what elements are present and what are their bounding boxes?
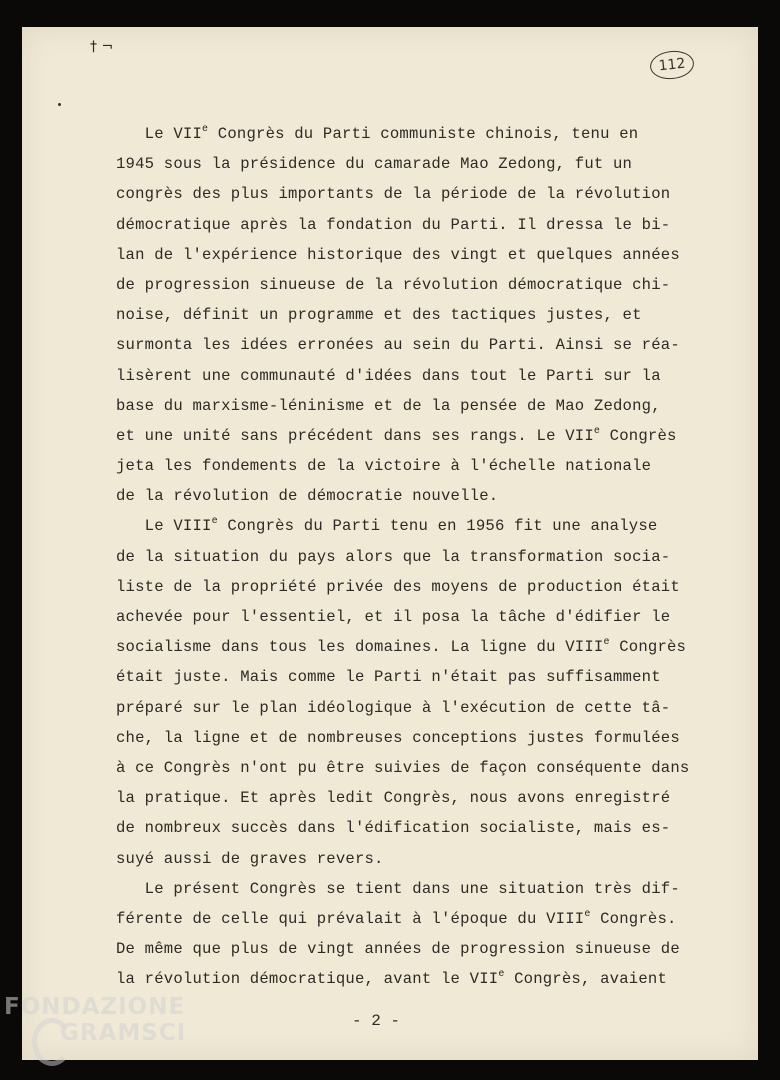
ink-dot bbox=[58, 103, 61, 106]
text-line: socialisme dans tous les domaines. La ligne du VIIIe Congrès bbox=[116, 637, 687, 657]
ordinal-superscript: e bbox=[593, 425, 601, 437]
text-line: férente de celle qui prévalait à l'époque du VIIIe Congrès. bbox=[116, 908, 677, 928]
text-line: suyé aussi de graves revers. bbox=[116, 849, 384, 868]
text-line: était juste. Mais comme le Parti n'était pas suffisamment bbox=[116, 668, 661, 687]
text-line: Le VIIe Congrès du Parti communiste chinois, tenu en bbox=[116, 124, 639, 143]
fondazione-gramsci-watermark bbox=[4, 994, 187, 1046]
corner-mark: † ¬ bbox=[90, 39, 114, 55]
text-line: jeta les fondements de la victoire à l'échelle nationale bbox=[116, 457, 652, 476]
text-line: à ce Congrès n'ont pu être suivies de façon conséquente dans bbox=[116, 758, 690, 777]
text-line: la pratique. Et après ledit Congrès, nous avons enregistré bbox=[116, 789, 671, 808]
text-line: liste de la propriété privée des moyens de production était bbox=[116, 577, 680, 596]
text-line: de la révolution de démocratie nouvelle. bbox=[116, 487, 499, 506]
ordinal-superscript: e bbox=[498, 969, 505, 981]
folio-number: 112 bbox=[657, 55, 687, 75]
text-line: che, la ligne et de nombreuses conceptions justes formulées bbox=[116, 728, 680, 747]
text-line: et une unité sans précédent dans ses rangs. Le VIIe Congrès bbox=[116, 425, 677, 445]
ordinal-superscript: e bbox=[202, 124, 209, 135]
text-line: surmonta les idées erronées au sein du Parti. Ainsi se réa- bbox=[116, 336, 680, 355]
text-line: base du marxisme-léninisme et de la pensée de Mao Zedong, bbox=[116, 396, 661, 415]
text-line: achevée pour l'essentiel, et il posa la tâche d'édifier le bbox=[116, 608, 671, 626]
text-line: démocratique après la fondation du Parti. Il dressa le bi- bbox=[116, 215, 671, 234]
text-line: de nombreux succès dans l'édification socialiste, mais es- bbox=[116, 819, 671, 838]
text-line: congrès des plus importants de la période de la révolution bbox=[116, 185, 671, 204]
text-line: de la situation du pays alors que la transformation socia- bbox=[116, 547, 671, 566]
text-line: Le présent Congrès se tient dans une situation très dif- bbox=[116, 879, 680, 898]
text-line: Le VIIIe Congrès du Parti tenu en 1956 fit une analyse bbox=[116, 516, 658, 536]
ordinal-superscript: e bbox=[603, 637, 610, 649]
ordinal-superscript: e bbox=[211, 516, 218, 528]
text-line: de progression sinueuse de la révolution démocratique chi- bbox=[116, 275, 671, 294]
text-line: préparé sur le plan idéologique à l'exécution de cette tâ- bbox=[116, 698, 671, 717]
body-text bbox=[116, 119, 696, 994]
document-page bbox=[22, 27, 758, 1060]
watermark-line1: FONDAZIONE bbox=[4, 994, 186, 1020]
ordinal-superscript: e bbox=[584, 908, 591, 920]
page-number: - 2 - bbox=[352, 1012, 401, 1030]
text-line: lan de l'expérience historique des vingt et quelques années bbox=[116, 245, 680, 264]
text-line: De même que plus de vingt années de progression sinueuse de bbox=[116, 940, 680, 959]
watermark-line2: GRAMSCI bbox=[60, 1020, 187, 1046]
text-line: lisèrent une communauté d'idées dans tout le Parti sur la bbox=[116, 366, 661, 385]
text-line: la révolution démocratique, avant le VIIe Congrès, avaient bbox=[116, 969, 667, 989]
text-line: noise, définit un programme et des tactiques justes, et bbox=[116, 306, 642, 325]
folio-number-stamp bbox=[649, 49, 696, 81]
text-line: 1945 sous la présidence du camarade Mao Zedong, fut un bbox=[116, 155, 633, 174]
